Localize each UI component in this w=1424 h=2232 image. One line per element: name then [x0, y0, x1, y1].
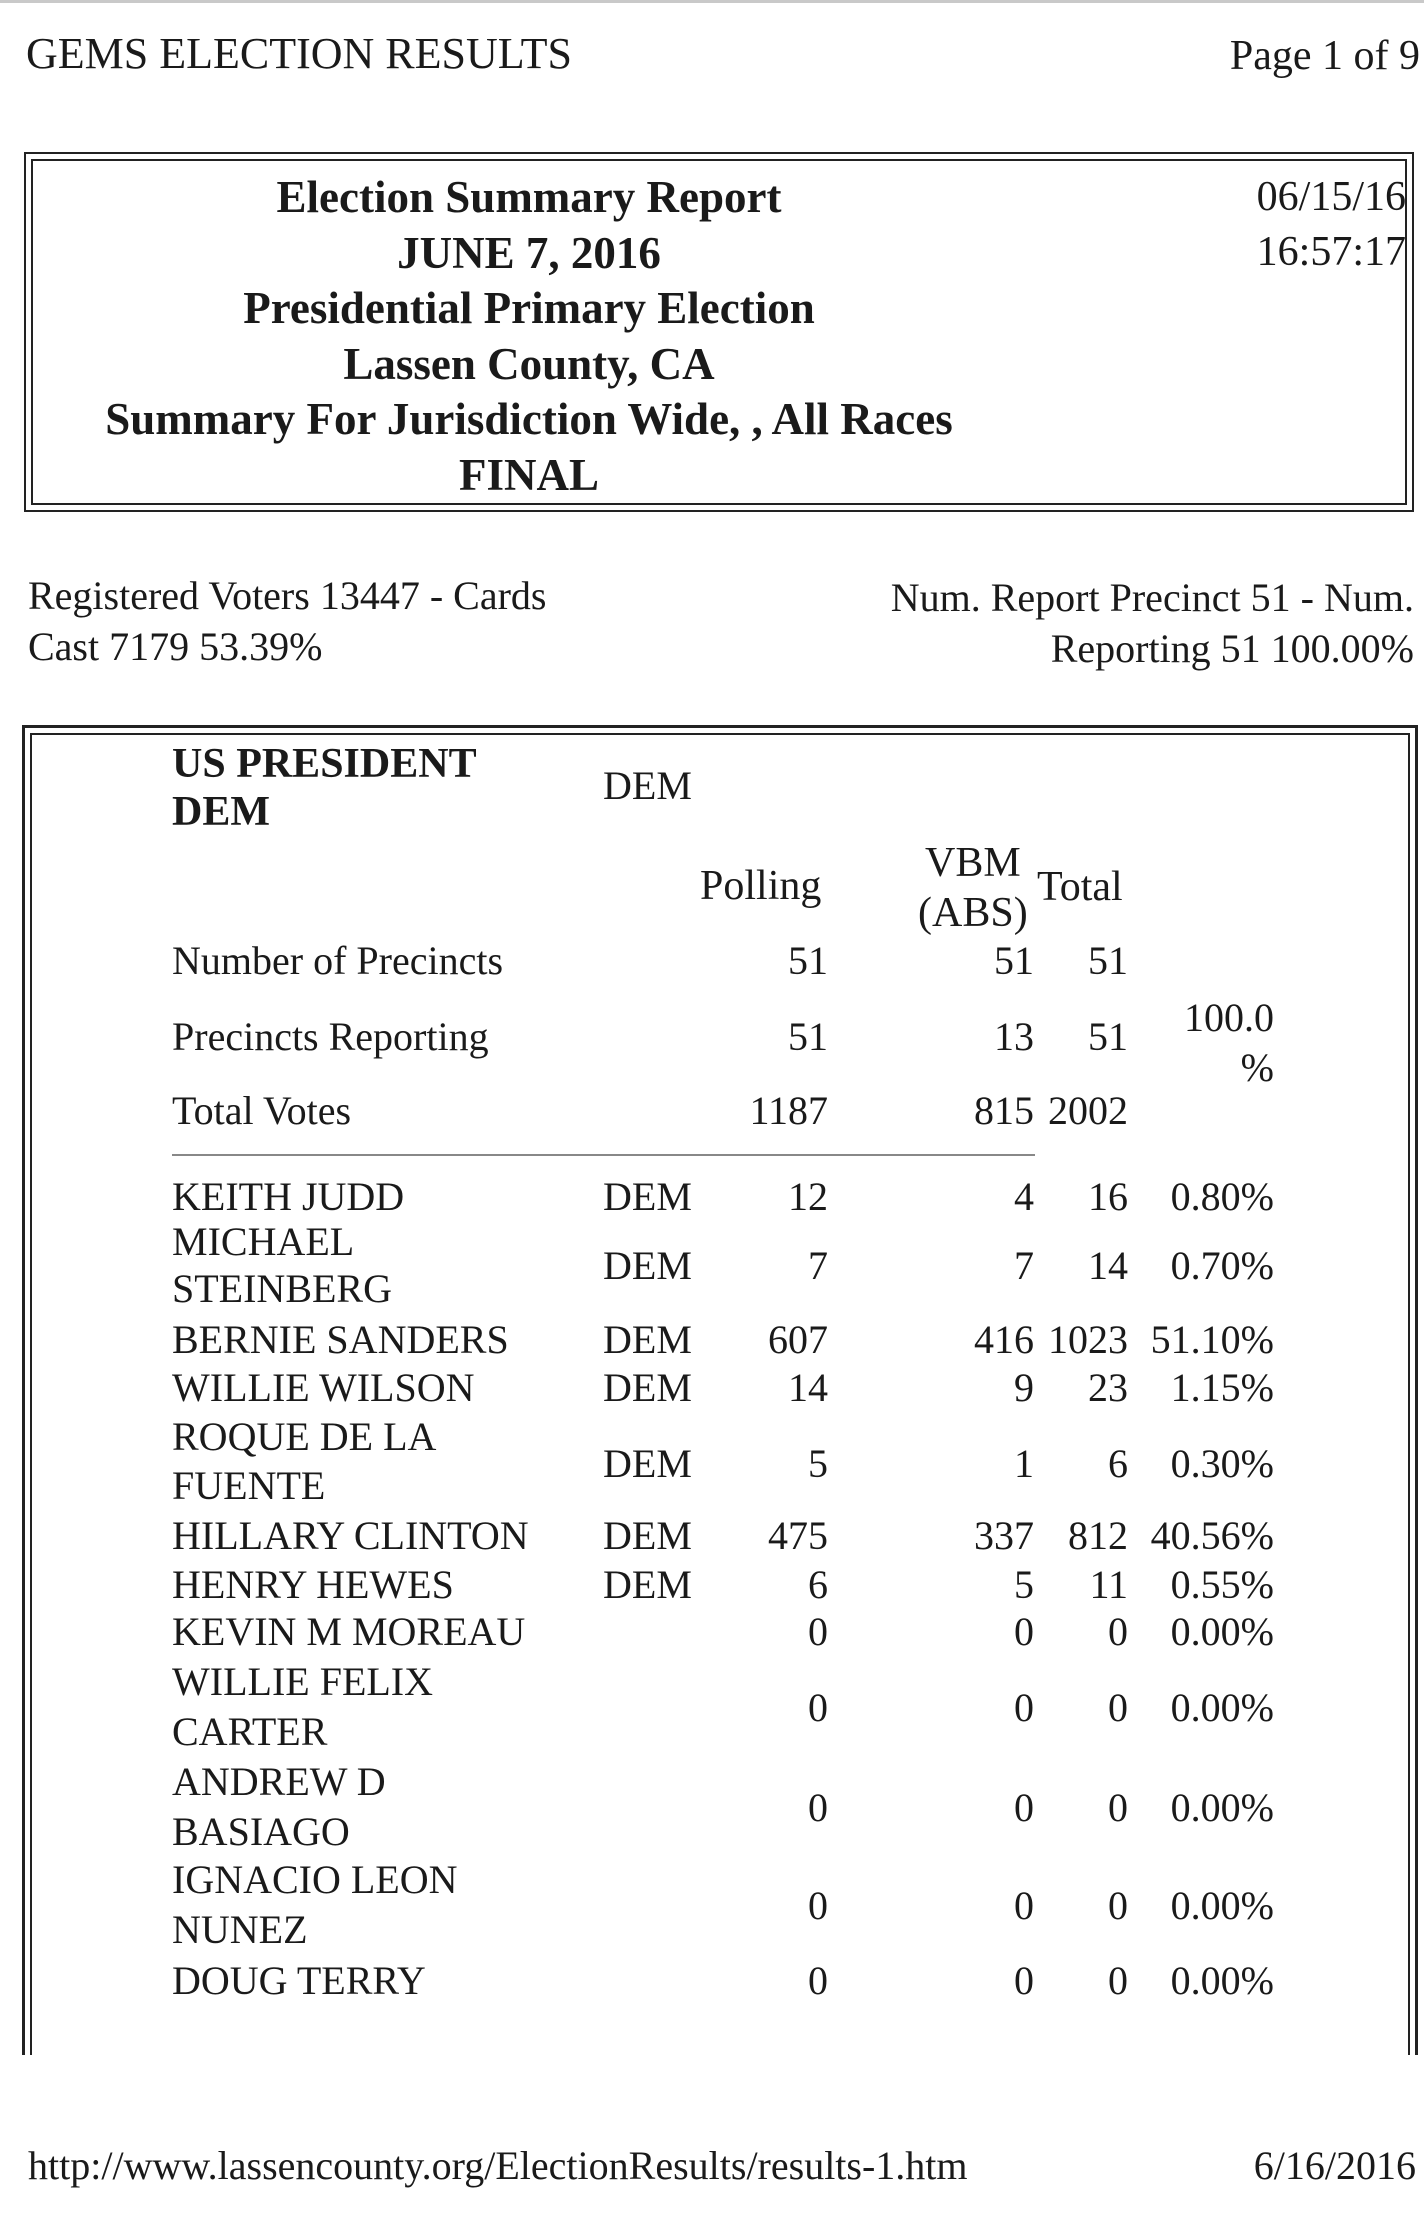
summary-vbm: 51 — [994, 938, 1034, 983]
candidate-percent: 0.00% — [1170, 1785, 1274, 1830]
candidate-polling: 0 — [808, 1685, 828, 1730]
race-party: DEM — [603, 763, 692, 808]
candidate-name: HENRY HEWES — [172, 1562, 454, 1607]
candidate-party: DEM — [603, 1174, 692, 1219]
report-time: 16:57:17 — [1256, 229, 1406, 275]
candidate-total: 0 — [1108, 1883, 1128, 1928]
candidate-name: WILLIE WILSON — [172, 1365, 475, 1410]
summary-scope: Summary For Jurisdiction Wide, , All Races — [105, 394, 953, 444]
report-title-lines — [24, 170, 1034, 503]
summary-label: Precincts Reporting — [172, 1014, 489, 1059]
candidate-vbm: 0 — [1014, 1685, 1034, 1730]
candidate-name-line2: NUNEZ — [172, 1907, 308, 1952]
candidate-vbm: 0 — [1014, 1609, 1034, 1654]
candidate-polling: 607 — [768, 1317, 828, 1362]
column-header-total: Total — [1037, 864, 1123, 910]
num-report-precinct: Num. Report Precinct 51 - Num. — [890, 575, 1414, 620]
reporting-percent-sign: % — [1240, 1045, 1274, 1090]
source-url: http://www.lassencounty.org/ElectionResults/results-1.htm — [28, 2143, 968, 2188]
candidate-vbm: 4 — [1014, 1174, 1034, 1219]
candidate-polling: 0 — [808, 1883, 828, 1928]
candidate-party: DEM — [603, 1243, 692, 1288]
num-reporting: Reporting 51 100.00% — [1050, 626, 1414, 671]
candidate-polling: 5 — [808, 1441, 828, 1486]
candidate-polling: 6 — [808, 1562, 828, 1607]
report-timestamp — [1257, 170, 1406, 280]
column-header-vbm-line2: (ABS) — [918, 890, 1028, 936]
candidate-name-line2: STEINBERG — [172, 1266, 392, 1311]
column-header-vbm-line1: VBM — [924, 840, 1021, 886]
summary-vbm: 13 — [994, 1014, 1034, 1059]
candidate-total: 0 — [1108, 1785, 1128, 1830]
report-date: 06/15/16 — [1256, 174, 1406, 220]
candidate-vbm: 1 — [1014, 1441, 1034, 1486]
candidate-polling: 12 — [788, 1174, 828, 1219]
candidate-polling: 0 — [808, 1785, 828, 1830]
candidate-name: BERNIE SANDERS — [172, 1317, 509, 1362]
candidate-vbm: 7 — [1014, 1243, 1034, 1288]
candidate-name-line1: WILLIE FELIX — [172, 1659, 434, 1704]
race-title-line2: DEM — [172, 789, 270, 835]
summary-total: 51 — [1088, 1014, 1128, 1059]
candidate-percent: 0.00% — [1170, 1685, 1274, 1730]
candidate-total: 0 — [1108, 1958, 1128, 2003]
summary-total: 2002 — [1048, 1088, 1128, 1133]
summary-polling: 51 — [788, 1014, 828, 1059]
candidate-percent: 0.70% — [1170, 1243, 1274, 1288]
race-title — [172, 740, 477, 836]
candidate-polling: 0 — [808, 1958, 828, 2003]
candidate-name-line1: ROQUE DE LA — [172, 1414, 437, 1459]
candidate-party: DEM — [603, 1441, 692, 1486]
candidate-party: DEM — [603, 1365, 692, 1410]
candidate-total: 23 — [1088, 1365, 1128, 1410]
candidate-vbm: 0 — [1014, 1958, 1034, 2003]
top-edge-line — [0, 0, 1424, 3]
summary-separator — [172, 1154, 1035, 1156]
candidate-polling: 0 — [808, 1609, 828, 1654]
candidate-party: DEM — [603, 1317, 692, 1362]
reporting-percent-value: 100.0 — [1184, 995, 1274, 1040]
cards-cast: Cast 7179 53.39% — [28, 624, 323, 669]
summary-polling: 51 — [788, 938, 828, 983]
candidate-name-line1: IGNACIO LEON — [172, 1857, 458, 1902]
candidate-total: 0 — [1108, 1685, 1128, 1730]
candidate-name-line1: MICHAEL — [172, 1219, 355, 1264]
candidate-total: 14 — [1088, 1243, 1128, 1288]
candidate-percent: 1.15% — [1170, 1365, 1274, 1410]
candidate-total: 11 — [1089, 1562, 1128, 1607]
column-header-polling: Polling — [700, 863, 822, 909]
candidate-polling: 14 — [788, 1365, 828, 1410]
candidate-total: 1023 — [1048, 1317, 1128, 1362]
reporting-percent — [1184, 993, 1274, 1093]
candidate-party: DEM — [603, 1562, 692, 1607]
candidate-percent: 40.56% — [1150, 1513, 1274, 1558]
candidate-total: 0 — [1108, 1609, 1128, 1654]
candidate-name: KEITH JUDD — [172, 1174, 405, 1219]
system-header: GEMS ELECTION RESULTS — [26, 29, 572, 78]
summary-label: Number of Precincts — [172, 938, 504, 983]
candidate-vbm: 0 — [1014, 1785, 1034, 1830]
column-header-vbm — [918, 838, 1028, 938]
candidate-percent: 51.10% — [1150, 1317, 1274, 1362]
candidate-name-line2: CARTER — [172, 1709, 328, 1754]
candidate-total: 16 — [1088, 1174, 1128, 1219]
candidate-percent: 0.00% — [1170, 1958, 1274, 2003]
print-date: 6/16/2016 — [1253, 2143, 1416, 2188]
candidate-total: 812 — [1068, 1513, 1128, 1558]
summary-polling: 1187 — [749, 1088, 828, 1133]
candidate-percent: 0.80% — [1170, 1174, 1274, 1219]
county-name: Lassen County, CA — [343, 338, 715, 389]
candidate-polling: 7 — [808, 1243, 828, 1288]
final-status: FINAL — [458, 449, 599, 500]
race-title-line1: US PRESIDENT — [172, 741, 477, 787]
summary-label: Total Votes — [172, 1088, 352, 1133]
page-number: Page 1 of 9 — [1229, 33, 1420, 79]
candidate-name: DOUG TERRY — [172, 1958, 426, 2003]
candidate-percent: 0.55% — [1170, 1562, 1274, 1607]
election-name: Presidential Primary Election — [243, 283, 815, 333]
candidate-total: 6 — [1108, 1441, 1128, 1486]
candidate-name: KEVIN M MOREAU — [172, 1609, 526, 1654]
candidate-vbm: 337 — [974, 1513, 1034, 1558]
candidate-vbm: 9 — [1014, 1365, 1034, 1410]
precinct-stats — [891, 572, 1414, 674]
election-date: JUNE 7, 2016 — [397, 227, 661, 278]
candidate-percent: 0.00% — [1170, 1883, 1274, 1928]
summary-vbm: 815 — [974, 1088, 1034, 1133]
candidate-polling: 475 — [768, 1513, 828, 1558]
candidate-vbm: 5 — [1014, 1562, 1034, 1607]
candidate-vbm: 416 — [974, 1317, 1034, 1362]
candidate-vbm: 0 — [1014, 1883, 1034, 1928]
candidate-percent: 0.00% — [1170, 1609, 1274, 1654]
candidate-name: HILLARY CLINTON — [172, 1513, 529, 1558]
candidate-name-line1: ANDREW D — [172, 1759, 386, 1804]
candidate-party: DEM — [603, 1513, 692, 1558]
report-title: Election Summary Report — [276, 172, 782, 222]
summary-total: 51 — [1088, 938, 1128, 983]
candidate-name-line2: BASIAGO — [172, 1809, 350, 1854]
registered-voters: Registered Voters 13447 - Cards — [28, 573, 547, 618]
candidate-percent: 0.30% — [1170, 1441, 1274, 1486]
voter-stats — [28, 570, 546, 672]
candidate-name-line2: FUENTE — [172, 1463, 326, 1508]
